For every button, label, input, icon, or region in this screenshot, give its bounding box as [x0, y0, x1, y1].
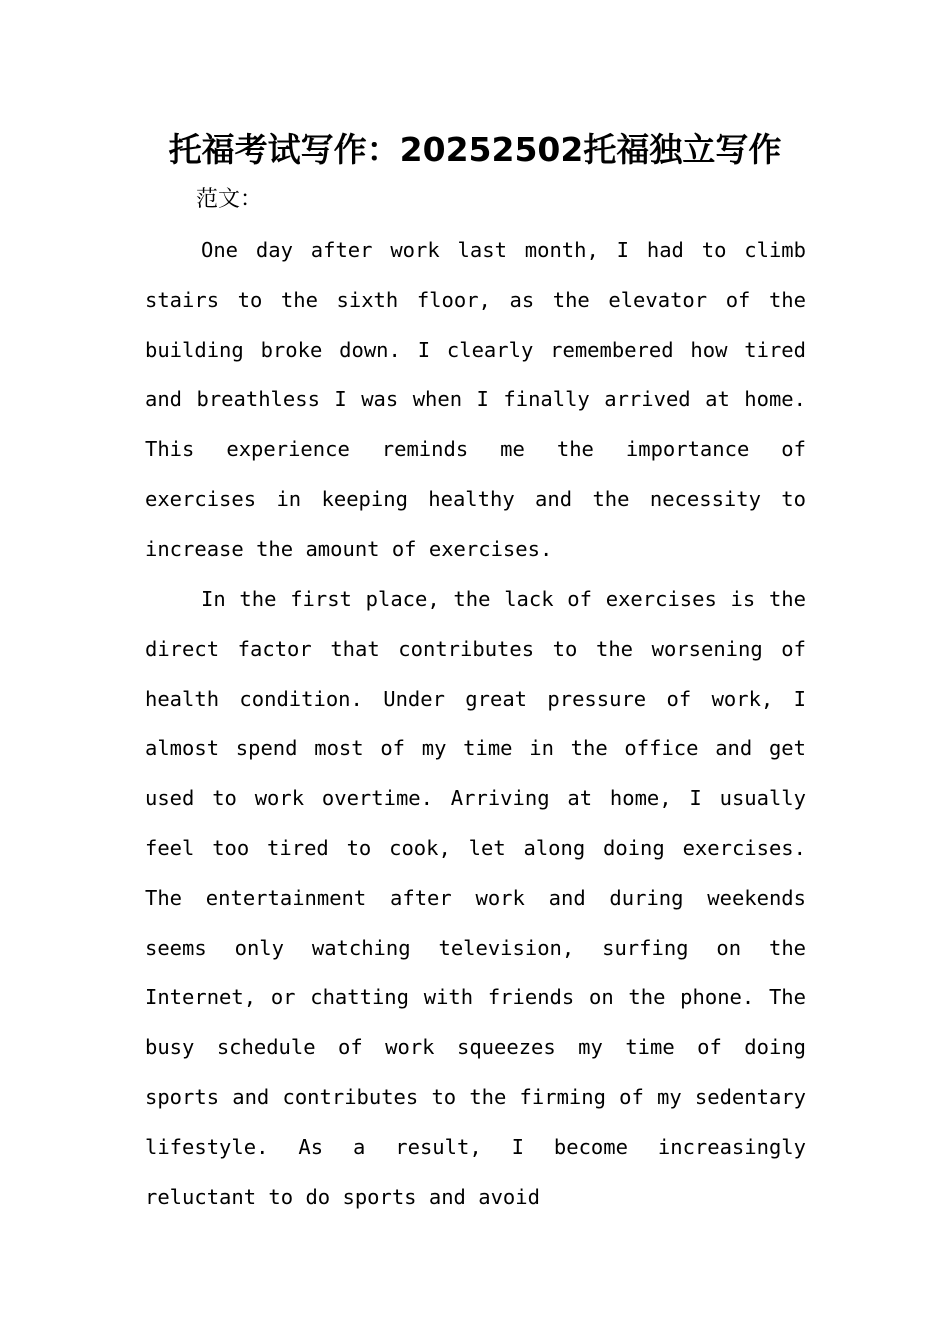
document-title: 托福考试写作：20252502托福独立写作 [168, 130, 782, 169]
paragraph-1: One day after work last month, I had to climb stairs to the sixth floor, as the elevator of the building broke down. I clearly remembered how tired and breathless I was when I finally arrived at home. This experience reminds me the importance of exercises in keeping healthy and the necessity to increase the amount of exercises. [145, 238, 806, 561]
sample-essay-label: 范文： [196, 187, 263, 212]
paragraph-2: In the first place, the lack of exercises is the direct factor that contributes to the worsening of health condition. Under great pressure of work, I almost spend most of my time in the office and get used to work overtime. Arriving at home, I usually feel too tired to cook, let along doing exercises. The entertainment after work and during weekends seems only watching television, surfing on the Internet, or chatting with friends on the phone. The busy schedule of work squeezes my time of doing sports and contributes to the firming of my sedentary lifestyle. As a result, I become increasingly reluctant to do sports and avoid [145, 587, 806, 1209]
